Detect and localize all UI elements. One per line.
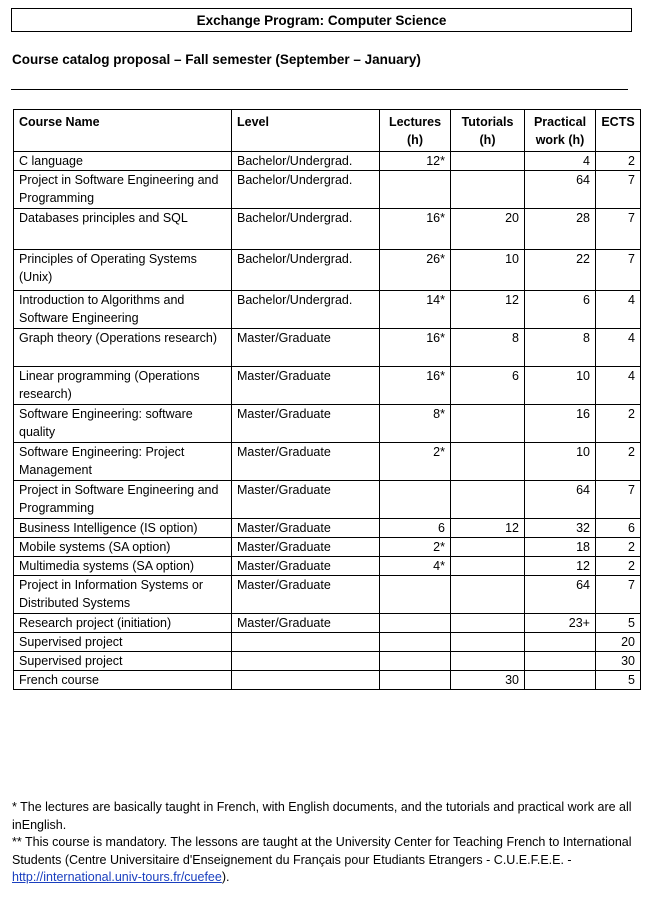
- table-row: [14, 209, 641, 250]
- table-row: [14, 367, 641, 405]
- cell-level: Master/Graduate: [232, 405, 380, 443]
- cell-practical-work: 6: [525, 291, 596, 329]
- table-row: [14, 443, 641, 481]
- footnote-lectures: * The lectures are basically taught in French, with English documents, and the tutorials and practical work are all inEnglish.: [12, 800, 632, 832]
- cell-level: Master/Graduate: [232, 614, 380, 633]
- cell-tutorials: 10: [451, 250, 525, 291]
- cell-tutorials: 20: [451, 209, 525, 250]
- cell-lectures: 16*: [380, 329, 451, 367]
- cell-tutorials: 8: [451, 329, 525, 367]
- cell-practical-work: 10: [525, 367, 596, 405]
- cell-practical-work: [525, 671, 596, 690]
- cell-practical-work: [525, 652, 596, 671]
- cell-course-name: Graph theory (Operations research): [14, 329, 232, 367]
- cell-ects: 7: [596, 576, 641, 614]
- cell-course-name: Business Intelligence (IS option): [14, 519, 232, 538]
- cell-lectures: 8*: [380, 405, 451, 443]
- cell-course-name: Research project (initiation): [14, 614, 232, 633]
- cell-level: Master/Graduate: [232, 576, 380, 614]
- cell-ects: 4: [596, 329, 641, 367]
- table-header-row: [14, 110, 641, 152]
- cell-tutorials: [451, 652, 525, 671]
- column-header-lectures: Lectures (h): [380, 110, 451, 152]
- table-row: [14, 538, 641, 557]
- cell-tutorials: [451, 405, 525, 443]
- cell-level: Master/Graduate: [232, 557, 380, 576]
- cell-ects: 4: [596, 291, 641, 329]
- cell-ects: 30: [596, 652, 641, 671]
- table-row: [14, 519, 641, 538]
- table-row: [14, 576, 641, 614]
- cell-ects: 5: [596, 614, 641, 633]
- table-row: [14, 152, 641, 171]
- footnotes: [12, 799, 637, 887]
- cell-level: Bachelor/Undergrad.: [232, 209, 380, 250]
- cell-practical-work: 18: [525, 538, 596, 557]
- table-row: [14, 671, 641, 690]
- cell-lectures: [380, 671, 451, 690]
- cell-level: [232, 652, 380, 671]
- cell-tutorials: [451, 443, 525, 481]
- cell-course-name: C language: [14, 152, 232, 171]
- cell-tutorials: 12: [451, 291, 525, 329]
- cell-ects: 20: [596, 633, 641, 652]
- cell-course-name: Software Engineering: software quality: [14, 405, 232, 443]
- cell-lectures: [380, 171, 451, 209]
- column-header-tutorials: Tutorials (h): [451, 110, 525, 152]
- cell-level: Master/Graduate: [232, 367, 380, 405]
- cell-course-name: Databases principles and SQL: [14, 209, 232, 250]
- cell-practical-work: 32: [525, 519, 596, 538]
- footnote-french-course: [12, 834, 637, 887]
- cell-lectures: [380, 652, 451, 671]
- cell-lectures: 16*: [380, 209, 451, 250]
- cell-level: Master/Graduate: [232, 443, 380, 481]
- table-row: [14, 557, 641, 576]
- cell-course-name: Software Engineering: Project Management: [14, 443, 232, 481]
- cell-level: Master/Graduate: [232, 538, 380, 557]
- cell-lectures: 2*: [380, 538, 451, 557]
- cell-tutorials: [451, 152, 525, 171]
- cell-practical-work: 22: [525, 250, 596, 291]
- cell-ects: 7: [596, 481, 641, 519]
- cuefee-link[interactable]: http://international.univ-tours.fr/cuefee: [12, 870, 222, 884]
- cell-level: Master/Graduate: [232, 329, 380, 367]
- cell-lectures: 2*: [380, 443, 451, 481]
- cell-lectures: [380, 576, 451, 614]
- cell-course-name: Project in Software Engineering and Programming: [14, 171, 232, 209]
- cell-tutorials: [451, 614, 525, 633]
- cell-tutorials: [451, 538, 525, 557]
- cell-tutorials: 6: [451, 367, 525, 405]
- cell-ects: 2: [596, 538, 641, 557]
- table-row: [14, 652, 641, 671]
- table-row: [14, 329, 641, 367]
- cell-lectures: [380, 614, 451, 633]
- cell-course-name: Supervised project: [14, 633, 232, 652]
- column-header-practical-work: Practical work (h): [525, 110, 596, 152]
- cell-tutorials: 12: [451, 519, 525, 538]
- horizontal-rule: [11, 89, 628, 90]
- footnote-french-course-end: ).: [221, 870, 230, 884]
- cell-lectures: [380, 633, 451, 652]
- cell-tutorials: [451, 633, 525, 652]
- cell-ects: 7: [596, 250, 641, 291]
- cell-practical-work: 64: [525, 576, 596, 614]
- cell-practical-work: 8: [525, 329, 596, 367]
- cell-ects: 2: [596, 443, 641, 481]
- cell-course-name: Introduction to Algorithms and Software Engineering: [14, 291, 232, 329]
- column-header-ects: ECTS: [596, 110, 641, 152]
- cell-level: Bachelor/Undergrad.: [232, 250, 380, 291]
- cell-practical-work: [525, 633, 596, 652]
- table-row: [14, 633, 641, 652]
- cell-practical-work: 10: [525, 443, 596, 481]
- cell-lectures: [380, 481, 451, 519]
- cell-level: [232, 633, 380, 652]
- cell-course-name: Linear programming (Operations research): [14, 367, 232, 405]
- document-title: Exchange Program: Computer Science: [11, 8, 632, 32]
- table-row: [14, 481, 641, 519]
- cell-level: Master/Graduate: [232, 519, 380, 538]
- cell-ects: 7: [596, 209, 641, 250]
- column-header-course-name: Course Name: [14, 110, 232, 152]
- table-row: [14, 171, 641, 209]
- table-row: [14, 250, 641, 291]
- cell-course-name: Project in Software Engineering and Programming: [14, 481, 232, 519]
- cell-lectures: 26*: [380, 250, 451, 291]
- cell-course-name: Project in Information Systems or Distributed Systems: [14, 576, 232, 614]
- cell-practical-work: 4: [525, 152, 596, 171]
- cell-practical-work: 12: [525, 557, 596, 576]
- footnote-french-course-text: ** This course is mandatory. The lessons are taught at the University Center for Teaching French to International Students (Centre Universitaire d'Enseignement du Français pour Etudiants Etrangers - C.U.E.F.E.E. -: [12, 835, 632, 867]
- cell-practical-work: 64: [525, 171, 596, 209]
- cell-tutorials: 30: [451, 671, 525, 690]
- cell-ects: 7: [596, 171, 641, 209]
- cell-tutorials: [451, 481, 525, 519]
- cell-practical-work: 23+: [525, 614, 596, 633]
- column-header-level: Level: [232, 110, 380, 152]
- cell-practical-work: 64: [525, 481, 596, 519]
- cell-ects: 5: [596, 671, 641, 690]
- cell-practical-work: 16: [525, 405, 596, 443]
- cell-course-name: French course: [14, 671, 232, 690]
- table-row: [14, 614, 641, 633]
- cell-level: Master/Graduate: [232, 481, 380, 519]
- cell-course-name: Multimedia systems (SA option): [14, 557, 232, 576]
- cell-level: Bachelor/Undergrad.: [232, 152, 380, 171]
- cell-ects: 6: [596, 519, 641, 538]
- document-subtitle: Course catalog proposal – Fall semester (September – January): [12, 52, 421, 67]
- cell-level: [232, 671, 380, 690]
- cell-ects: 2: [596, 152, 641, 171]
- cell-lectures: 6: [380, 519, 451, 538]
- cell-tutorials: [451, 171, 525, 209]
- cell-ects: 2: [596, 405, 641, 443]
- course-catalog-table: [13, 109, 641, 690]
- table-row: [14, 291, 641, 329]
- cell-level: Bachelor/Undergrad.: [232, 171, 380, 209]
- cell-ects: 2: [596, 557, 641, 576]
- cell-course-name: Supervised project: [14, 652, 232, 671]
- cell-level: Bachelor/Undergrad.: [232, 291, 380, 329]
- cell-tutorials: [451, 576, 525, 614]
- table-row: [14, 405, 641, 443]
- cell-lectures: 4*: [380, 557, 451, 576]
- cell-lectures: 14*: [380, 291, 451, 329]
- cell-lectures: 16*: [380, 367, 451, 405]
- cell-tutorials: [451, 557, 525, 576]
- cell-lectures: 12*: [380, 152, 451, 171]
- cell-ects: 4: [596, 367, 641, 405]
- cell-course-name: Mobile systems (SA option): [14, 538, 232, 557]
- cell-practical-work: 28: [525, 209, 596, 250]
- cell-course-name: Principles of Operating Systems (Unix): [14, 250, 232, 291]
